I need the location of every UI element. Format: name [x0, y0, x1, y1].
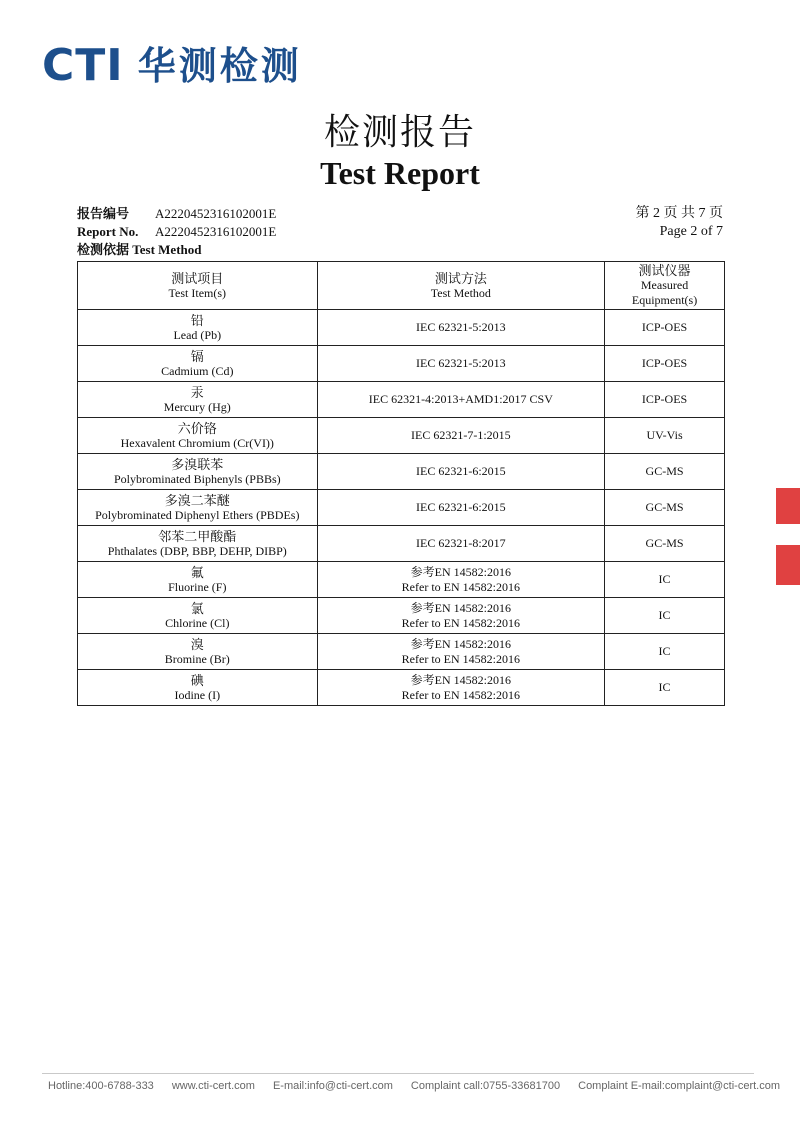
- table-row: [78, 598, 725, 634]
- method-cell: IEC 62321-6:2015: [317, 454, 605, 490]
- item-cell: 溴 Bromine (Br): [78, 634, 318, 670]
- method-cell: 参考EN 14582:2016 Refer to EN 14582:2016: [317, 670, 605, 706]
- table-row: [78, 418, 725, 454]
- footer-divider: [42, 1073, 754, 1074]
- table-row: [78, 562, 725, 598]
- report-no-label-cn: 报告编号: [77, 206, 130, 221]
- item-cell: 多溴二苯醚 Polybrominated Diphenyl Ethers (PBDEs): [78, 490, 318, 526]
- method-cell: IEC 62321-5:2013: [317, 346, 605, 382]
- item-cell: 多溴联苯 Polybrominated Biphenyls (PBBs): [78, 454, 318, 490]
- method-cell: 参考EN 14582:2016 Refer to EN 14582:2016: [317, 562, 605, 598]
- method-cell: IEC 62321-5:2013: [317, 310, 605, 346]
- report-no-value-en: A2220452316102001E: [155, 224, 277, 239]
- equipment-cell: IC: [605, 562, 725, 598]
- item-cell: 六价铬 Hexavalent Chromium (Cr(VI)): [78, 418, 318, 454]
- test-method-label: [77, 241, 201, 258]
- footer-complaint-call: Complaint call:0755-33681700: [410, 1080, 561, 1092]
- header-equipment: 测试仪器 Measured Equipment(s): [605, 262, 725, 310]
- table-row: [78, 310, 725, 346]
- method-cell: IEC 62321-8:2017: [317, 526, 605, 562]
- edge-stamp-mark: [776, 488, 800, 524]
- report-no-label-en: Report No.: [77, 224, 139, 239]
- method-cell: 参考EN 14582:2016 Refer to EN 14582:2016: [317, 598, 605, 634]
- item-cell: 铅 Lead (Pb): [78, 310, 318, 346]
- table-row: [78, 454, 725, 490]
- method-cell: IEC 62321-4:2013+AMD1:2017 CSV: [317, 382, 605, 418]
- equipment-cell: IC: [605, 670, 725, 706]
- footer-email: E-mail:info@cti-cert.com: [272, 1080, 393, 1092]
- table-row: [78, 634, 725, 670]
- test-method-table: [77, 261, 725, 706]
- footer-hotline: Hotline:400-6788-333: [48, 1080, 154, 1092]
- company-logo: [42, 40, 302, 91]
- page-number-en: Page 2 of 7: [659, 224, 723, 239]
- table-row: [78, 670, 725, 706]
- page-number-cn: 第 2 页 共 7 页: [635, 206, 723, 221]
- report-title-cn: 检测报告: [323, 112, 476, 152]
- method-cell: IEC 62321-6:2015: [317, 490, 605, 526]
- table-row: [78, 490, 725, 526]
- method-cell: IEC 62321-7-1:2015: [317, 418, 605, 454]
- equipment-cell: UV-Vis: [605, 418, 725, 454]
- item-cell: 碘 Iodine (I): [78, 670, 318, 706]
- logo-name-cn: 华测检测: [137, 44, 302, 88]
- equipment-cell: IC: [605, 598, 725, 634]
- logo-brand: CTI: [42, 40, 124, 91]
- header-test-method: 测试方法 Test Method: [317, 262, 605, 310]
- table-row: [78, 526, 725, 562]
- footer-complaint-email: Complaint E-mail:complaint@cti-cert.com: [578, 1080, 781, 1092]
- equipment-cell: ICP-OES: [605, 310, 725, 346]
- report-no-value: A2220452316102001E: [155, 206, 277, 221]
- table-header-row: [78, 262, 725, 310]
- table-row: [78, 346, 725, 382]
- equipment-cell: ICP-OES: [605, 382, 725, 418]
- equipment-cell: GC-MS: [605, 454, 725, 490]
- item-cell: 氯 Chlorine (Cl): [78, 598, 318, 634]
- item-cell: 氟 Fluorine (F): [78, 562, 318, 598]
- header-test-item: 测试项目 Test Item(s): [78, 262, 318, 310]
- page-footer: [48, 1080, 781, 1092]
- report-title-en: Test Report: [320, 155, 480, 191]
- equipment-cell: GC-MS: [605, 526, 725, 562]
- test-method-label-cn: 检测依据: [77, 242, 130, 257]
- test-method-label-en: Test Method: [132, 242, 202, 257]
- table-row: [78, 382, 725, 418]
- equipment-cell: GC-MS: [605, 490, 725, 526]
- equipment-cell: IC: [605, 634, 725, 670]
- footer-website: www.cti-cert.com: [171, 1080, 255, 1092]
- report-no-row-cn: [77, 205, 276, 222]
- edge-stamp-mark: [776, 545, 800, 585]
- item-cell: 镉 Cadmium (Cd): [78, 346, 318, 382]
- method-cell: 参考EN 14582:2016 Refer to EN 14582:2016: [317, 634, 605, 670]
- equipment-cell: ICP-OES: [605, 346, 725, 382]
- item-cell: 汞 Mercury (Hg): [78, 382, 318, 418]
- item-cell: 邻苯二甲酸酯 Phthalates (DBP, BBP, DEHP, DIBP): [78, 526, 318, 562]
- report-no-row-en: [77, 223, 276, 240]
